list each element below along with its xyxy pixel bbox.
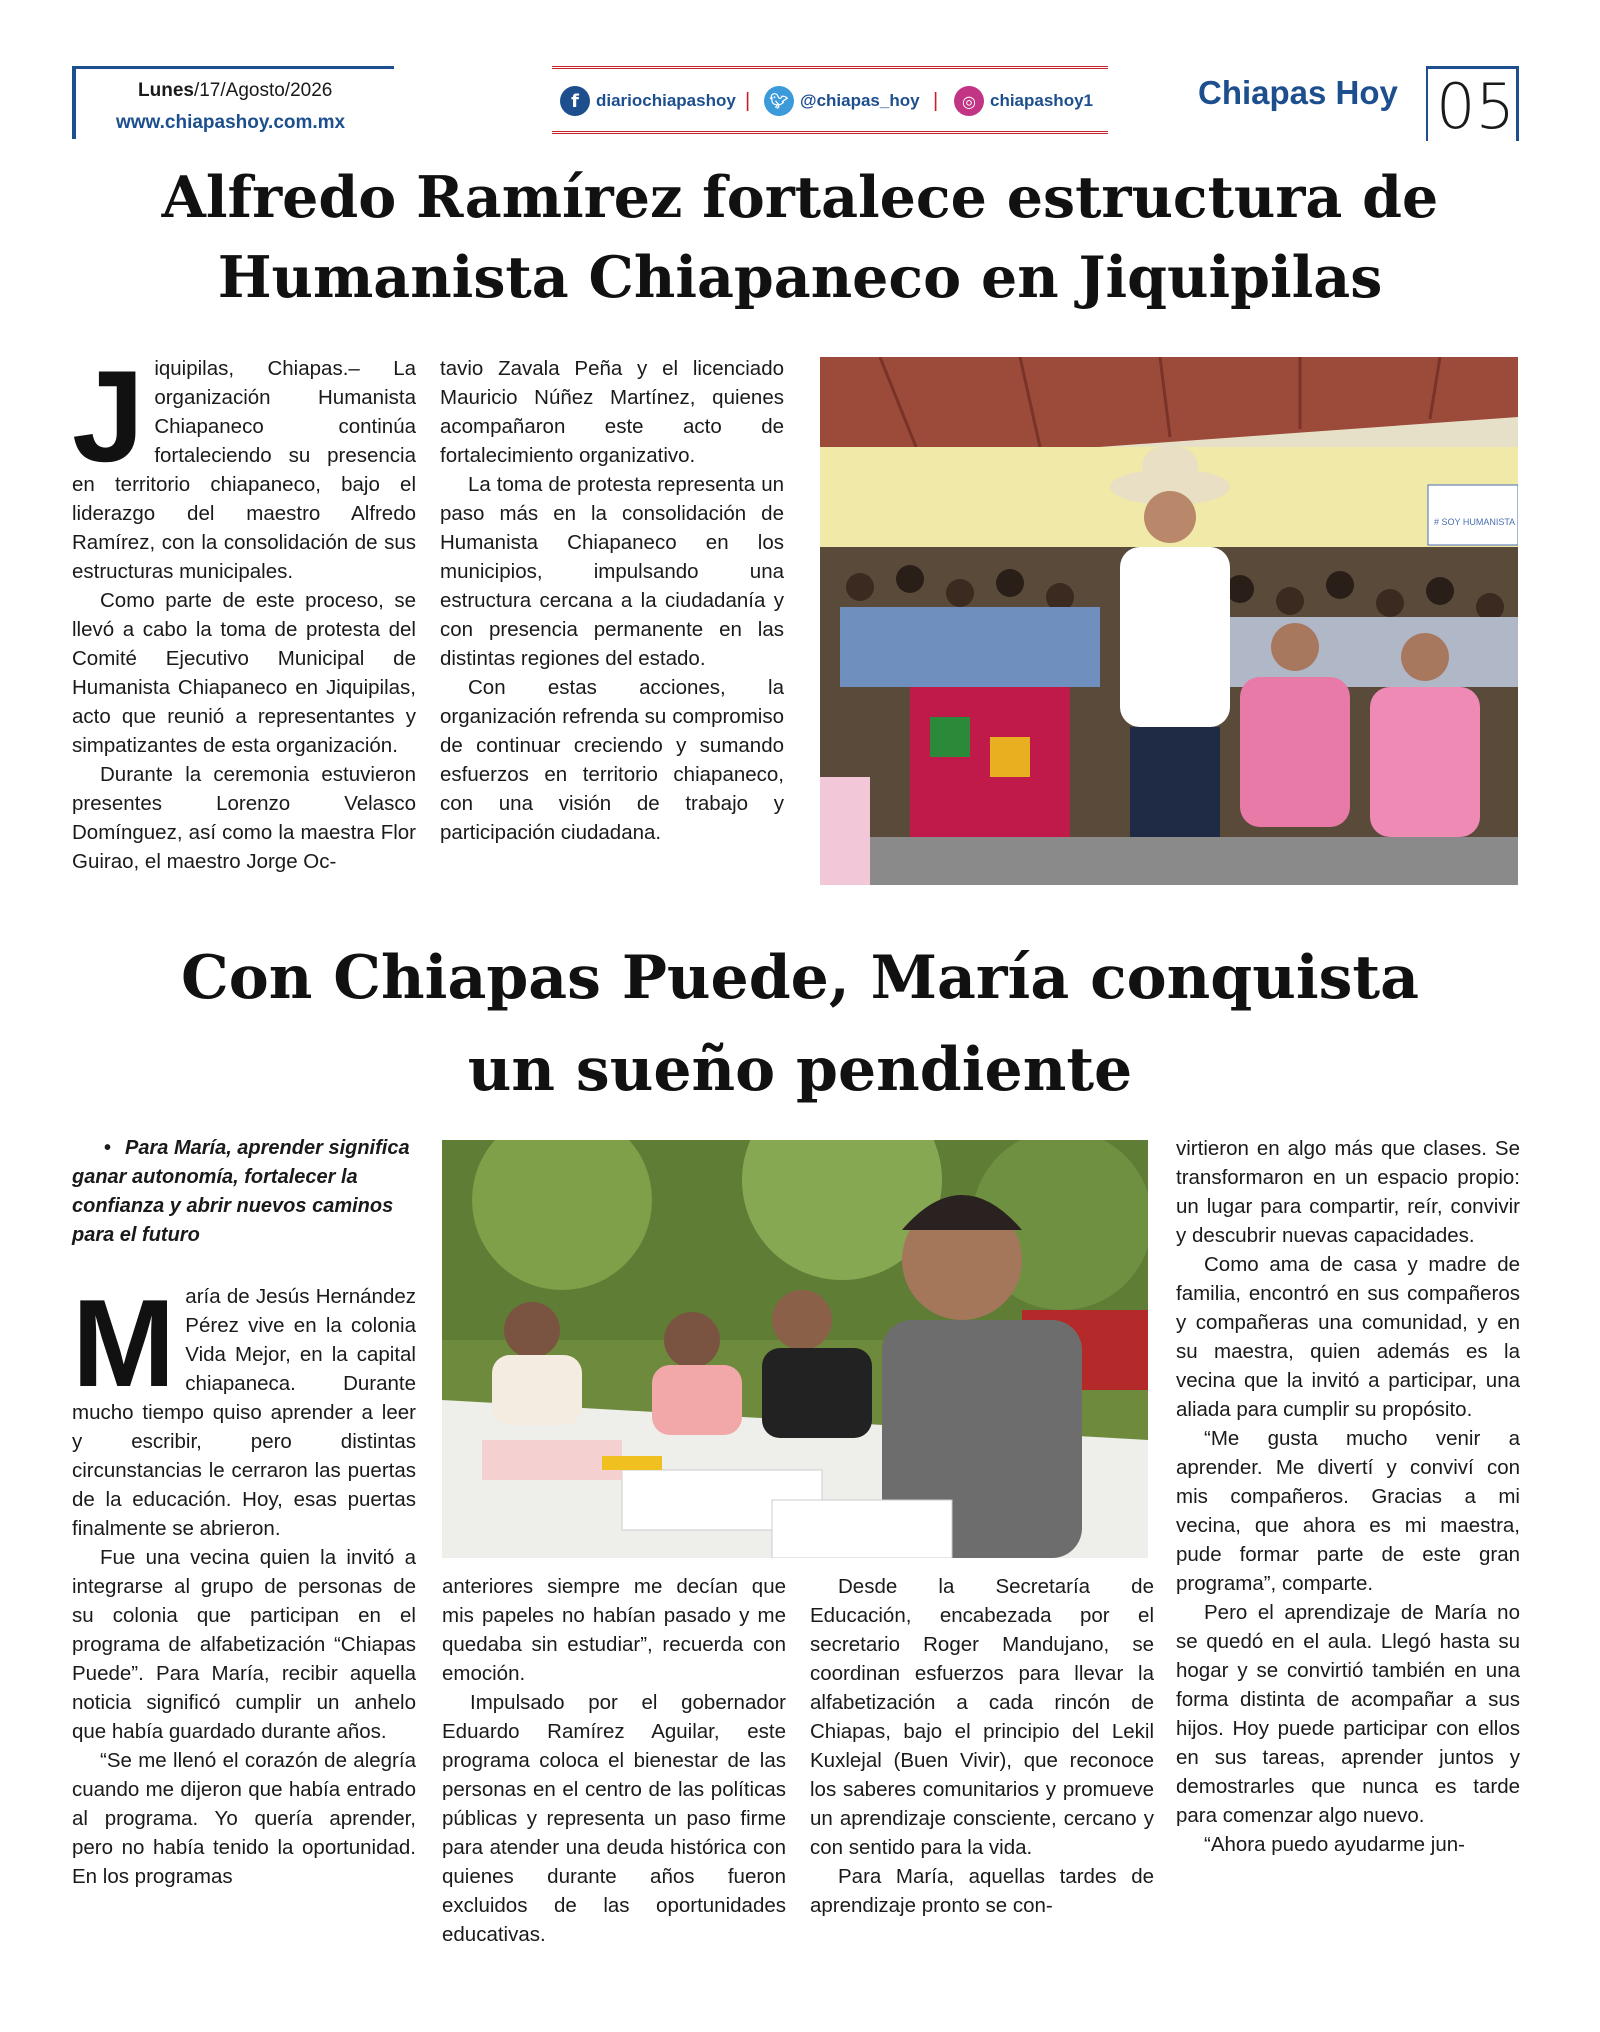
paragraph: “Me gusta mucho venir a aprender. Me divertí y conviví con mis compañeros. Gracias a mi vecina, que ahora es mi maestra, pude formar parte de este gran programa”, comparte. [1176, 1427, 1520, 1595]
article2-bullet-summary [72, 1134, 412, 1250]
paragraph: iquipilas, Chiapas.– La organización Humanista Chiapaneco continúa fortaleciendo su presencia en territorio chiapaneco, bajo el liderazgo del maestro Alfredo Ramírez, con la consolidación de sus estructuras municipales. [72, 357, 416, 583]
paragraph: “Ahora puedo ayudarme jun- [1204, 1833, 1465, 1856]
article1-headline [60, 158, 1540, 318]
article2-photo [442, 1140, 1148, 1558]
dropcap: M [72, 1275, 176, 1413]
article1-photo [820, 357, 1518, 885]
page-number: 05 [1436, 70, 1515, 143]
paragraph: Durante la ceremonia estuvieron presentes Lorenzo Velasco Domínguez, así como la maestra Flor Guirao, el maestro Jorge Oc- [72, 763, 416, 873]
paragraph: Para María, aquellas tardes de aprendizaje pronto se con- [810, 1865, 1154, 1917]
instagram-handle: chiapashoy1 [990, 91, 1093, 110]
paragraph: virtieron en algo más que clases. Se transformaron en un espacio propio: un lugar para compartir, reír, convivir y descubrir nuevas capacidades. [1176, 1137, 1520, 1247]
paragraph: aría de Jesús Hernández Pérez vive en la colonia Vida Mejor, en la capital chiapaneca. Durante mucho tiempo quiso aprender a leer y escribir, pero distintas circunstancias le cerraron las puertas de la educación. Hoy, esas puertas finalmente se abrieron. [72, 1285, 416, 1540]
paragraph: Como ama de casa y madre de familia, encontró en sus compañeros y compañeras una comunidad, y en su maestra, quien además es la vecina que la invitó a participar, una aliada para cumplir su propósito. [1176, 1253, 1520, 1421]
header-website-link[interactable]: www.chiapashoy.com.mx [116, 112, 346, 133]
paragraph: “Se me llenó el corazón de alegría cuando me dijeron que había entrado al programa. Yo quería aprender, pero no había tenido la oportunidad. En los programas [72, 1749, 416, 1888]
article2-column-1 [72, 1275, 416, 1891]
article2-column-2 [442, 1572, 786, 1949]
facebook-icon: f [560, 86, 590, 116]
article1-column-1 [72, 343, 416, 876]
paragraph: tavio Zavala Peña y el licenciado Mauricio Núñez Martínez, quienes acompañaron este acto de fortalecimiento organizativo. [440, 357, 784, 467]
article1-column-2 [440, 354, 784, 847]
bullet-mark: • [104, 1137, 112, 1159]
paragraph: Pero el aprendizaje de María no se quedó en el aula. Llegó hasta su hogar y se convirtió también en una forma distinta de acompañar a sus hijos. Hoy puede participar con ellos en sus tareas, aprender juntos y demostrarles que nunca es tarde para comenzar algo nuevo. [1176, 1601, 1520, 1827]
paragraph: Como parte de este proceso, se llevó a cabo la toma de protesta del Comité Ejecutivo Municipal de Humanista Chiapaneco en Jiquipilas, acto que reunió a representantes y simpatizantes de esta organización. [72, 589, 416, 757]
paragraph: La toma de protesta representa un paso más en la consolidación de Humanista Chiapaneco en los municipios, impulsando una estructura cercana a la ciudadanía y con presencia permanente en las distintas regiones del estado. [440, 473, 784, 670]
social-instagram[interactable] [954, 86, 1093, 116]
paragraph: anteriores siempre me decían que mis papeles no habían pasado y me quedaba sin estudiar”, recuerda con emoción. [442, 1575, 786, 1685]
social-twitter[interactable] [764, 86, 920, 116]
social-separator: | [933, 90, 939, 112]
paragraph: Fue una vecina quien la invitó a integrarse al grupo de personas de su colonia que participan en el programa de alfabetización “Chiapas Puede”. Para María, recibir aquella noticia significó cumplir un anhelo que había guardado durante años. [72, 1546, 416, 1743]
instagram-icon: ◎ [954, 86, 984, 116]
classroom-photo-illustration [442, 1140, 1148, 1558]
headline-line: un sueño pendiente [467, 1035, 1133, 1105]
twitter-icon: 🐦︎ [764, 86, 794, 116]
paragraph: Impulsado por el gobernador Eduardo Ramírez Aguilar, este programa coloca el bienestar de las personas en el centro de las políticas públicas y representa un paso firme para atender una deuda histórica con quienes durante años fueron excluidos de las oportunidades educativas. [442, 1691, 786, 1946]
facebook-handle: diariochiapashoy [596, 91, 736, 110]
article2-column-4 [1176, 1134, 1520, 1859]
bullet-text: Para María, aprender significa ganar autonomía, fortalecer la confianza y abrir nuevos caminos para el futuro [72, 1137, 410, 1246]
header-date: Lunes/17/Agosto/2026 [138, 80, 333, 101]
headline-line: Alfredo Ramírez fortalece estructura de [161, 164, 1439, 231]
article2-headline [60, 932, 1540, 1116]
twitter-handle: @chiapas_hoy [800, 91, 920, 110]
dropcap: J [72, 343, 145, 489]
social-facebook[interactable] [560, 86, 736, 116]
banner-text: # SOY HUMANISTA [1434, 517, 1516, 527]
paragraph: Desde la Secretaría de Educación, encabezada por el secretario Roger Mandujano, se coordinan esfuerzos para llevar la alfabetización a cada rincón de Chiapas, bajo el principio del Lekil Kuxlejal (Buen Vivir), que reconoce los saberes comunitarios y promueve un aprendizaje consciente, cercano y con sentido para la vida. [810, 1575, 1154, 1859]
social-separator: | [745, 90, 751, 112]
paragraph: Con estas acciones, la organización refrenda su compromiso de continuar creciendo y sumando esfuerzos en territorio chiapaneco, con una visión de trabajo y participación ciudadana. [440, 676, 784, 844]
event-photo-illustration [820, 357, 1518, 885]
headline-line: Con Chiapas Puede, María conquista [180, 943, 1420, 1013]
brand-name: Chiapas Hoy [1198, 74, 1398, 111]
article2-column-3 [810, 1572, 1154, 1920]
headline-line: Humanista Chiapaneco en Jiquipilas [217, 244, 1383, 311]
